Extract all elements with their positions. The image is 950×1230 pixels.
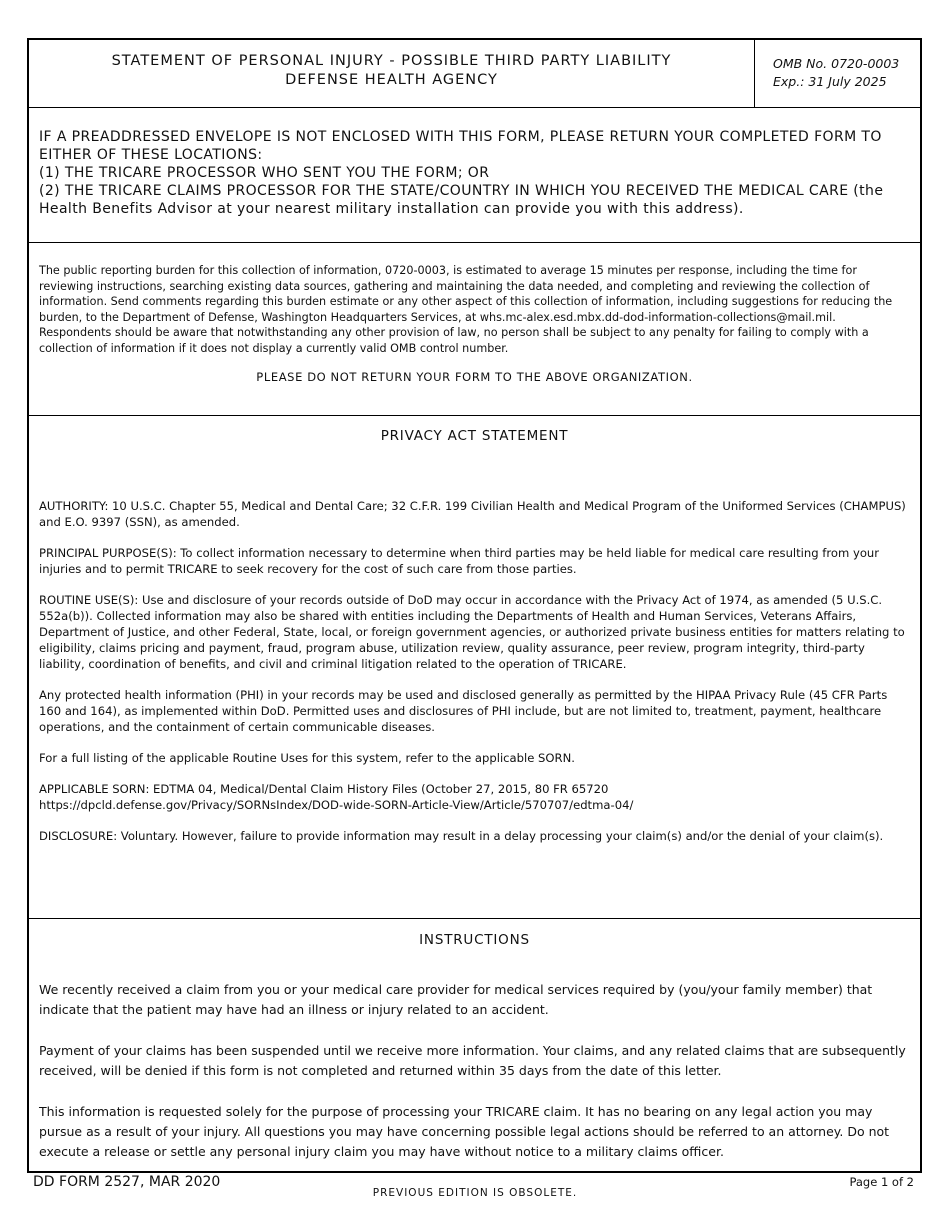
instructions-p1: We recently received a claim from you or your medical care provider for medical services required by (you/your family member) that indicate that the patient may have had an illness or injury related to an accident.: [39, 982, 873, 1017]
form-page: [27, 38, 922, 1173]
return-line3: [39, 182, 910, 218]
privacy-heading: PRIVACY ACT STATEMENT: [380, 428, 569, 444]
form-title-line1: STATEMENT OF PERSONAL INJURY - POSSIBLE THIRD PARTY LIABILITY: [111, 53, 672, 69]
form-title-line2: DEFENSE HEALTH AGENCY: [285, 72, 498, 88]
omb-expiration: Exp.: 31 July 2025: [773, 74, 887, 89]
return-instructions: [29, 108, 920, 243]
sorn-line1: APPLICABLE SORN: EDTMA 04, Medical/Dental Claim History Files (October 27, 2015, 80 FR 65720: [39, 782, 609, 796]
instructions-section: [29, 919, 920, 1171]
instructions-p3: This information is requested solely for the purpose of processing your TRICARE claim. It has no bearing on any legal action you may pursue as a result of your injury. All questions you may have concerning possible legal actions should be referred to an attorney. Do not execute a release or settle any personal injury claim you may have without notice to a military claims officer.: [39, 1104, 890, 1159]
privacy-purpose: PRINCIPAL PURPOSE(S): To collect information necessary to determine when third parties may be held liable for medical care resulting from your injuries and to permit TRICARE to seek recovery for the cost of such care from those parties.: [39, 546, 880, 576]
obsolete-notice: PREVIOUS EDITION IS OBSOLETE.: [372, 1187, 578, 1199]
form-title: [29, 40, 755, 107]
return-line3-caps: (2) THE TRICARE CLAIMS PROCESSOR FOR THE STATE/COUNTRY IN WHICH YOU RECEIVED THE MEDICAL CARE: [39, 183, 849, 199]
instructions-heading: INSTRUCTIONS: [419, 932, 530, 948]
privacy-sorn: [39, 781, 910, 813]
page-number: Page 1 of 2: [849, 1175, 914, 1189]
burden-note: PLEASE DO NOT RETURN YOUR FORM TO THE ABOVE ORGANIZATION.: [256, 370, 693, 384]
return-line1: IF A PREADDRESSED ENVELOPE IS NOT ENCLOSED WITH THIS FORM, PLEASE RETURN YOUR COMPLETED FORM TO EITHER OF THESE LOCATIONS:: [39, 129, 882, 163]
sorn-link[interactable]: https://dpcld.defense.gov/Privacy/SORNsIndex/DOD-wide-SORN-Article-View/Article/570707/edtma-04/: [39, 798, 634, 812]
privacy-authority: AUTHORITY: 10 U.S.C. Chapter 55, Medical and Dental Care; 32 C.F.R. 199 Civilian Health and Medical Program of the Uniformed Services (CHAMPUS) and E.O. 9397 (SSN), as amended.: [39, 499, 906, 529]
title-block: [29, 40, 920, 108]
privacy-full-listing: For a full listing of the applicable Routine Uses for this system, refer to the applicable SORN.: [39, 751, 575, 765]
privacy-act-statement: [29, 416, 920, 919]
burden-text: The public reporting burden for this collection of information, 0720-0003, is estimated to average 15 minutes per response, including the time for reviewing instructions, searching existing data sources, gathering and maintaining the data needed, and completing and reviewing the collection of information. Send comments regarding this burden estimate or any other aspect of this collection of information, including suggestions for reducing the burden, to the Department of Defense, Washington Headquarters Services, at whs.mc-alex.esd.mbx.dd-dod-information-collections@mail.mil. Respondents should be aware that notwithstanding any other provision of law, no person shall be subject to any penalty for failing to comply with a collection of information if it does not display a currently valid OMB control number.: [39, 264, 893, 355]
privacy-routine-uses: ROUTINE USE(S): Use and disclosure of your records outside of DoD may occur in accordance with the Privacy Act of 1974, as amended (5 U.S.C. 552a(b)). Collected information may also be shared with entities including the Departments of Health and Human Services, Veterans Affairs, Department of Justice, and other Federal, State, local, or foreign government agencies, or authorized private business entities for matters relating to eligibility, claims pricing and payment, fraud, program abuse, utilization review, quality assurance, peer review, program integrity, third-party liability, coordination of benefits, and civil and criminal litigation related to the operation of TRICARE.: [39, 593, 905, 671]
return-line2: (1) THE TRICARE PROCESSOR WHO SENT YOU THE FORM; OR: [39, 165, 490, 181]
return-line3-rest: (the Health Benefits Advisor at your nearest military installation can provide you with this address).: [39, 183, 884, 217]
privacy-disclosure: DISCLOSURE: Voluntary. However, failure to provide information may result in a delay processing your claim(s) and/or the denial of your claim(s).: [39, 829, 884, 843]
privacy-phi: Any protected health information (PHI) in your records may be used and disclosed generally as permitted by the HIPAA Privacy Rule (45 CFR Parts 160 and 164), as implemented within DoD. Permitted uses and disclosures of PHI include, but are not limited to, treatment, payment, healthcare operations, and the containment of certain communicable diseases.: [39, 688, 888, 734]
omb-block: [773, 55, 899, 91]
form-id: DD FORM 2527, MAR 2020: [33, 1174, 221, 1190]
burden-statement: [29, 243, 920, 416]
instructions-p2: Payment of your claims has been suspended until we receive more information. Your claims, and any related claims that are subsequently received, will be denied if this form is not completed and returned within 35 days from the date of this letter.: [39, 1043, 906, 1078]
omb-number: OMB No. 0720-0003: [773, 56, 900, 71]
